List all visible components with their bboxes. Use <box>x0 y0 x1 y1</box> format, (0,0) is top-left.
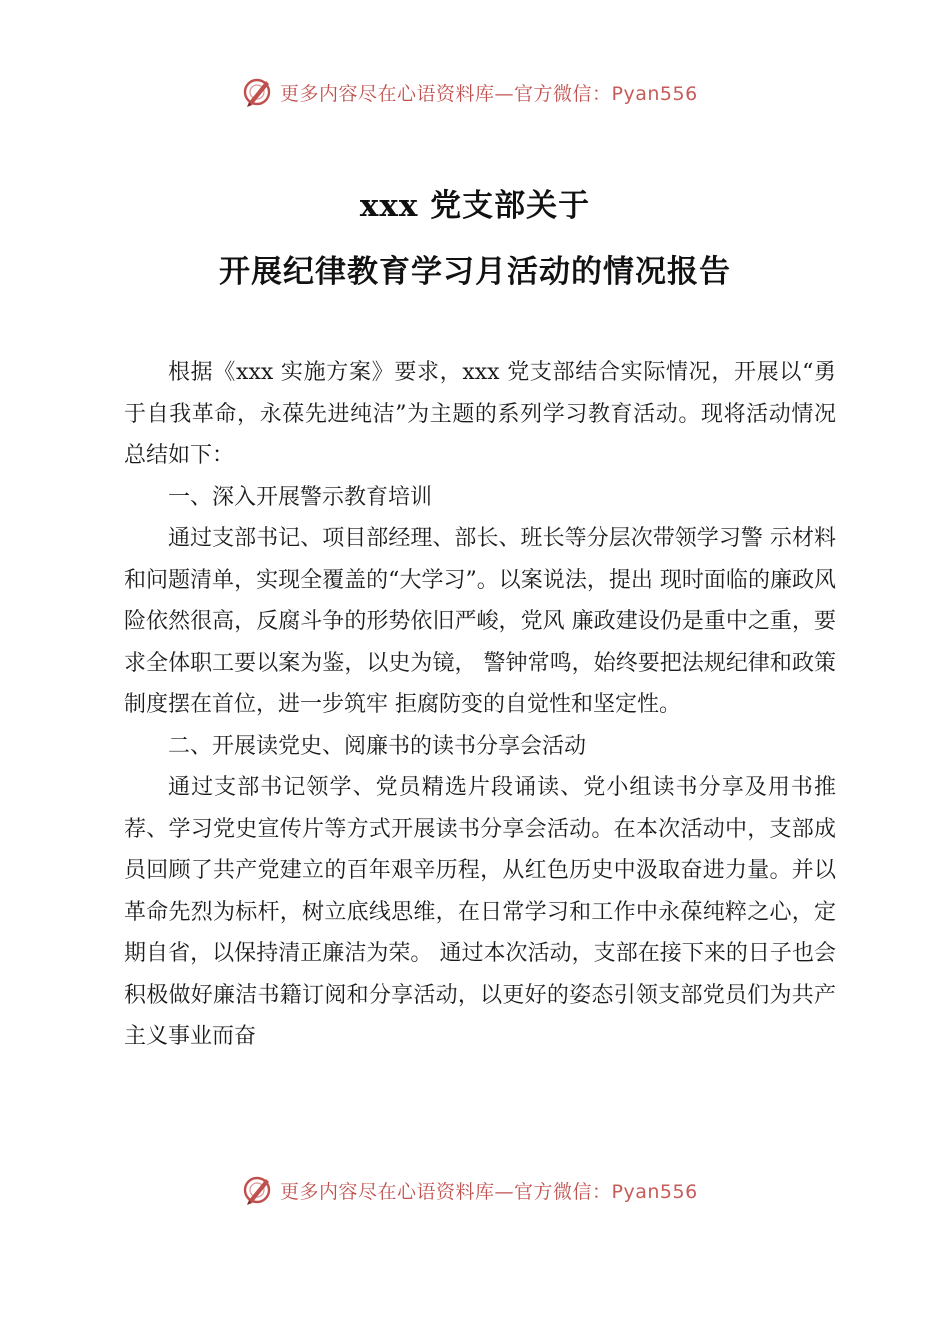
footer-banner <box>0 1170 950 1210</box>
wechat-id: Pyan556 <box>611 1180 698 1203</box>
section1-paragraph: 通过支部书记、项目部经理、部长、班长等分层次带领学习警 示材料和问题清单，实现全覆盖的“大学习”。以案说法，提出 现时面临的廉政风险依然很高，反腐斗争的形势依旧严峻，党风 廉政建设仍是重中之重，要求全体职工要以案为鉴，以史为镜， 警钟常鸣，始终要把法规纪律和政策制度摆在首位，进一步筑牢 拒腐防变的自觉性和坚定性。 <box>124 526 836 717</box>
wechat-id: Pyan556 <box>611 82 698 105</box>
intro-paragraph: 根据《xxx 实施方案》要求，xxx 党支部结合实际情况，开展以“勇于自我革命，永葆先进纯洁”为主题的系列学习教育活动。现将活动情况总结如下： <box>124 360 836 468</box>
section2-heading: 二、开展读党史、阅廉书的读书分享会活动 <box>168 733 587 759</box>
document-title-line2: 开展纪律教育学习月活动的情况报告 <box>219 254 731 290</box>
banner-text: 更多内容尽在心语资料库—官方微信：Pyan556 <box>280 1180 698 1203</box>
pen-logo-icon <box>240 75 274 109</box>
banner-text: 更多内容尽在心语资料库—官方微信：Pyan556 <box>280 82 698 105</box>
document-title-line1: xxx 党支部关于 <box>359 188 591 224</box>
section1-heading: 一、深入开展警示教育培训 <box>168 484 433 510</box>
header-banner <box>0 72 950 112</box>
pen-logo-icon <box>240 1173 274 1207</box>
document-body <box>124 352 836 1058</box>
section2-paragraph: 通过支部书记领学、党员精选片段诵读、党小组读书分享及用书推荐、学习党史宣传片等方式开展读书分享会活动。在本次活动中，支部成员回顾了共产党建立的百年艰辛历程，从红色历史中汲取奋进力量。并以革命先烈为标杆，树立底线思维，在日常学习和工作中永葆纯粹之心，定期自省，以保持清正廉洁为荣。 通过本次活动，支部在接下来的日子也会积极做好廉洁书籍订阅和分享活动，以更好的姿态引领支部党员们为共产主义事业而奋 <box>124 775 836 1049</box>
